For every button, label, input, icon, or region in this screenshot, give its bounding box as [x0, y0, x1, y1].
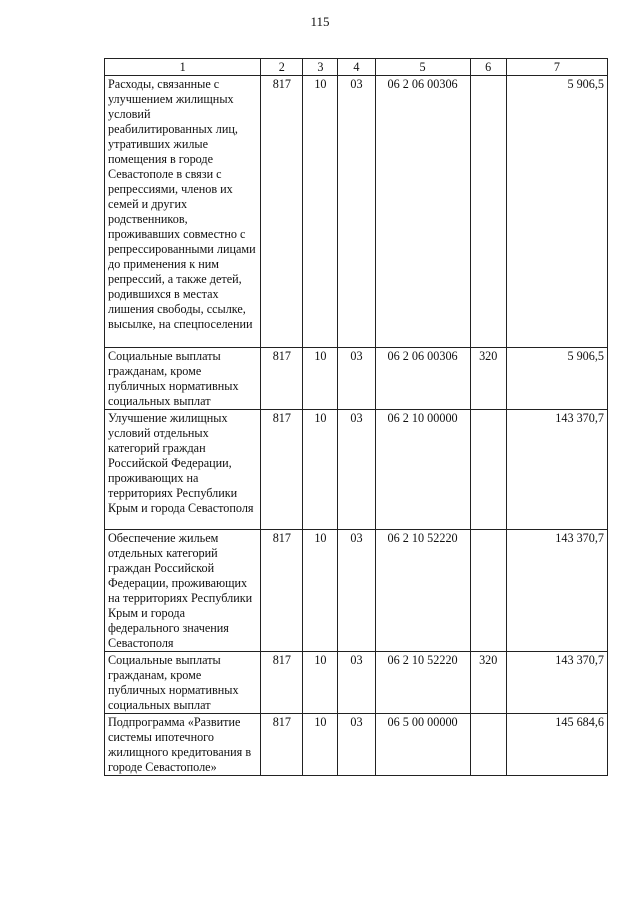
section-code: 10	[303, 348, 338, 410]
subsection-code: 03	[338, 652, 375, 714]
header-cell: 2	[261, 59, 303, 76]
section-code: 10	[303, 76, 338, 348]
amount: 143 370,7	[506, 652, 607, 714]
section-code: 10	[303, 714, 338, 776]
header-cell: 1	[105, 59, 261, 76]
amount: 5 906,5	[506, 348, 607, 410]
target-article-code: 06 2 06 00306	[375, 76, 470, 348]
row-name: Расходы, связанные с улучшением жилищных условий реабилитированных лиц, утративших жилые помещения в городе Севастополе в связи с репрессиями, членов их семей и других родственников, проживавших совместно с репрессированными лицами до применения к ним репрессий, а также детей, родившихся в местах лишения свободы, ссылке, высылке, на спецпоселении	[105, 76, 261, 348]
section-code: 10	[303, 530, 338, 652]
expense-type-code	[470, 76, 506, 348]
ved-code: 817	[261, 714, 303, 776]
target-article-code: 06 2 10 00000	[375, 410, 470, 530]
header-cell: 4	[338, 59, 375, 76]
amount: 143 370,7	[506, 410, 607, 530]
budget-table	[104, 58, 608, 776]
page-number: 115	[310, 14, 330, 29]
target-article-code: 06 5 00 00000	[375, 714, 470, 776]
expense-type-code	[470, 714, 506, 776]
header-row	[105, 59, 608, 76]
ved-code: 817	[261, 76, 303, 348]
table-row	[105, 530, 608, 652]
table-row	[105, 410, 608, 530]
table-row	[105, 76, 608, 348]
amount: 5 906,5	[506, 76, 607, 348]
row-name: Подпрограмма «Развитие системы ипотечного жилищного кредитования в городе Севастополе»	[105, 714, 261, 776]
ved-code: 817	[261, 348, 303, 410]
header-cell: 6	[470, 59, 506, 76]
expense-type-code	[470, 410, 506, 530]
ved-code: 817	[261, 652, 303, 714]
section-code: 10	[303, 652, 338, 714]
header-cell: 3	[303, 59, 338, 76]
subsection-code: 03	[338, 530, 375, 652]
header-cell: 5	[375, 59, 470, 76]
header-cell: 7	[506, 59, 607, 76]
expense-type-code: 320	[470, 652, 506, 714]
row-name: Социальные выплаты гражданам, кроме публичных нормативных социальных выплат	[105, 348, 261, 410]
target-article-code: 06 2 10 52220	[375, 652, 470, 714]
subsection-code: 03	[338, 348, 375, 410]
table-row	[105, 348, 608, 410]
table-row	[105, 652, 608, 714]
subsection-code: 03	[338, 76, 375, 348]
expense-type-code	[470, 530, 506, 652]
ved-code: 817	[261, 410, 303, 530]
amount: 145 684,6	[506, 714, 607, 776]
table-row	[105, 714, 608, 776]
subsection-code: 03	[338, 714, 375, 776]
amount: 143 370,7	[506, 530, 607, 652]
row-name: Улучшение жилищных условий отдельных категорий граждан Российской Федерации, проживающих на территориях Республики Крым и города Севастополя	[105, 410, 261, 530]
section-code: 10	[303, 410, 338, 530]
target-article-code: 06 2 10 52220	[375, 530, 470, 652]
target-article-code: 06 2 06 00306	[375, 348, 470, 410]
subsection-code: 03	[338, 410, 375, 530]
row-name: Обеспечение жильем отдельных категорий граждан Российской Федерации, проживающих на территориях Республики Крым и города федерального значения Севастополя	[105, 530, 261, 652]
row-name: Социальные выплаты гражданам, кроме публичных нормативных социальных выплат	[105, 652, 261, 714]
ved-code: 817	[261, 530, 303, 652]
expense-type-code: 320	[470, 348, 506, 410]
